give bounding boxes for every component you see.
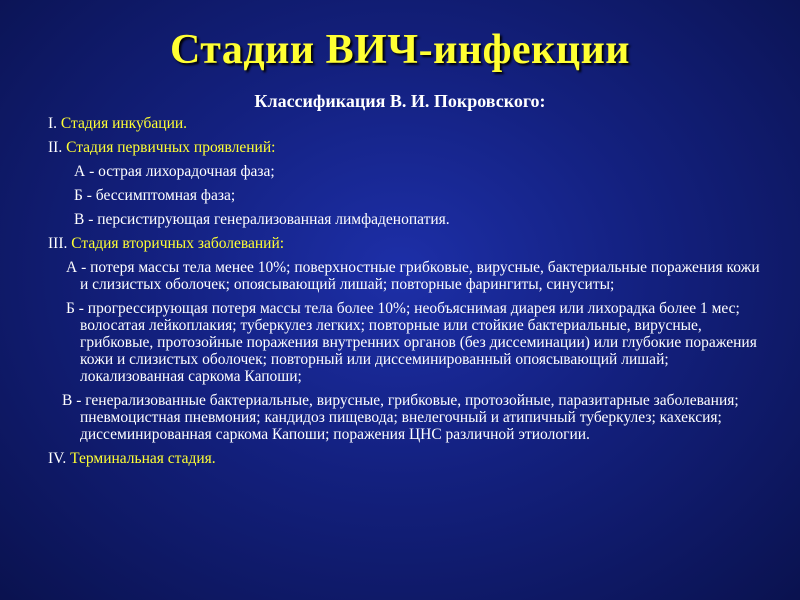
- stage-1-label: Стадия инкубации.: [60, 115, 188, 132]
- classification-subtitle: Классификация В. И. Покровского:: [254, 91, 546, 111]
- stage-4: [48, 450, 768, 467]
- stage-2-item-a: А - острая лихорадочная фаза;: [74, 163, 275, 180]
- stage-2-item-c: В - персистирующая генерализованная лимфаденопатия.: [74, 211, 450, 228]
- stage-2-label: Стадия первичных проявлений:: [66, 139, 276, 156]
- stage-3-number: III.: [48, 235, 68, 252]
- stages-list: [48, 115, 768, 467]
- stage-3: [48, 235, 768, 252]
- stage-2-item-b: Б - бессимптомная фаза;: [74, 187, 236, 204]
- stage-3-item-b: Б - прогрессирующая потеря массы тела более 10%; необъяснимая диарея или лихорадка более 1 мес; волосатая лейкоплакия; туберкулез легких; повторные или стойкие бактериальные, вирусные, грибковые, протозойные поражения внутренних органов (без диссеминации) или глубокие поражения кожи и слизистых оболочек; повторный или диссеминированный опоясывающий лишай; локализованная саркома Капоши;: [66, 300, 757, 385]
- stage-3-label: Стадия вторичных заболеваний:: [71, 235, 285, 252]
- stage-3-item-a: А - потеря массы тела менее 10%; поверхностные грибковые, вирусные, бактериальные поражения кожи и слизистых оболочек; опоясывающий лишай; повторные фарингиты, синуситы;: [66, 259, 760, 293]
- stage-4-number: IV.: [48, 450, 67, 467]
- stage-2-number: II.: [48, 139, 63, 156]
- stage-2: [48, 139, 768, 156]
- stage-4-label: Терминальная стадия.: [70, 450, 216, 467]
- slide-title: Стадии ВИЧ-инфекции: [170, 27, 630, 73]
- stage-1: [48, 115, 768, 132]
- stage-1-number: I.: [48, 115, 58, 132]
- stage-3-item-c: В - генерализованные бактериальные, вирусные, грибковые, протозойные, паразитарные заболевания; пневмоцистная пневмония; кандидоз пищевода; внелегочный и атипичный туберкулез; кахексия; диссеминированная саркома Капоши; поражения ЦНС различной этиологии.: [62, 392, 739, 443]
